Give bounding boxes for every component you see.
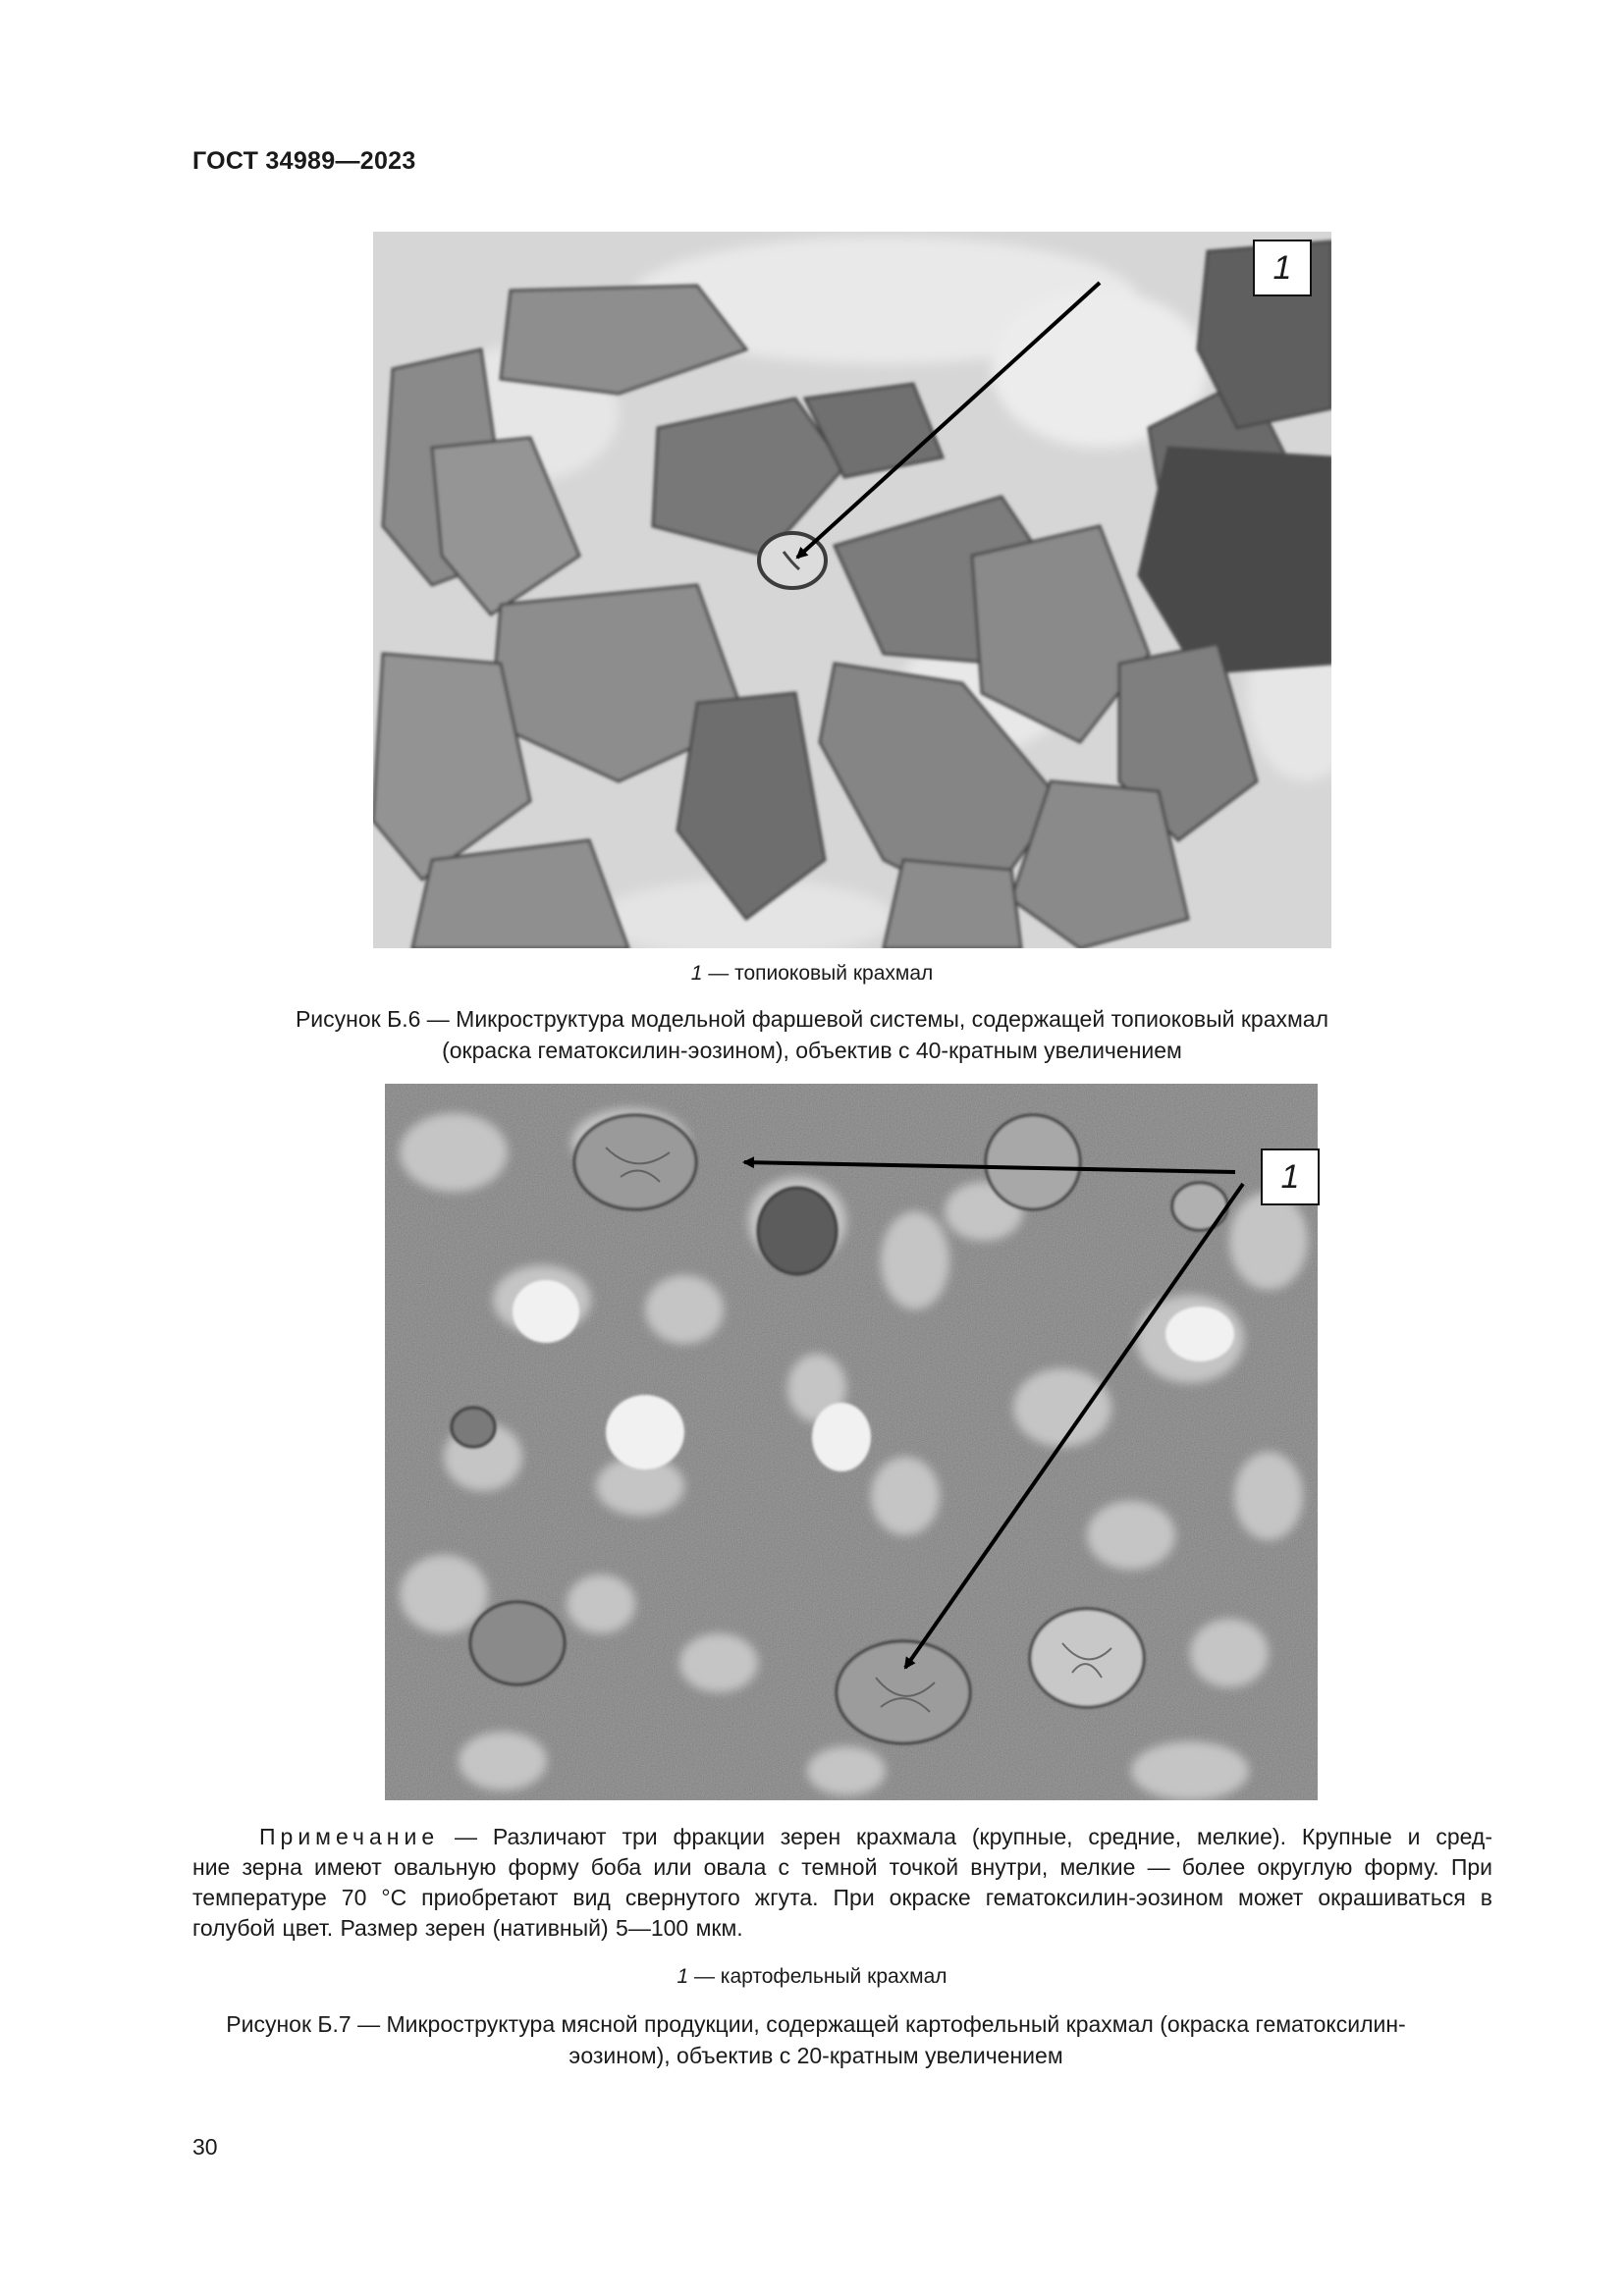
figure-b6-legend xyxy=(0,962,1624,986)
figure-b7-caption-line1: Рисунок Б.7 — Микроструктура мясной продукции, содержащей картофельный крахмал (окраска гематоксилин- xyxy=(226,2011,1406,2037)
figure-b7-legend xyxy=(0,1965,1624,1989)
note-line2: ние зерна имеют овальную форму боба или овала с темной точкой внутри, мелкие — более округлую форму. При xyxy=(192,1854,1492,1880)
note-line4: голубой цвет. Размер зерен (нативный) 5—100 мкм. xyxy=(192,1915,743,1941)
figure-b6-caption-line2: (окраска гематоксилин-эозином), объектив с 40-кратным увеличением xyxy=(442,1038,1182,1063)
figure-b6-caption-line1: Рисунок Б.6 — Микроструктура модельной фаршевой системы, содержащей топиоковый крахмал xyxy=(295,1006,1329,1032)
note-line1: — Различают три фракции зерен крахмала (крупные, средние, мелкие). Крупные и сред- xyxy=(439,1824,1492,1849)
note-paragraph xyxy=(192,1822,1492,1944)
micrograph-tapioca-starch xyxy=(373,232,1331,948)
figure-b6-caption xyxy=(192,1003,1432,1066)
figure-b6-legend-text: — топиоковый крахмал xyxy=(702,962,934,985)
page-number: 30 xyxy=(192,2134,218,2160)
figure-b7-legend-number: 1 xyxy=(677,1965,689,1988)
note-line3: температуре 70 °С приобретают вид свернутого жгута. При окраске гематоксилин-эозином может окрашиваться в xyxy=(192,1885,1492,1910)
figure-b6-callout-label: 1 xyxy=(1253,240,1312,296)
document-header: ГОСТ 34989—2023 xyxy=(192,147,416,175)
note-label: Примечание xyxy=(259,1824,440,1849)
figure-b7-callout-label: 1 xyxy=(1261,1148,1320,1205)
figure-b7-caption xyxy=(183,2008,1449,2071)
micrograph-potato-starch xyxy=(385,1084,1318,1800)
figure-b7-legend-text: — картофельный крахмал xyxy=(688,1965,947,1988)
figure-b6-legend-number: 1 xyxy=(690,962,703,985)
figure-b7-caption-line2: эозином), объектив с 20-кратным увеличением xyxy=(568,2043,1063,2068)
